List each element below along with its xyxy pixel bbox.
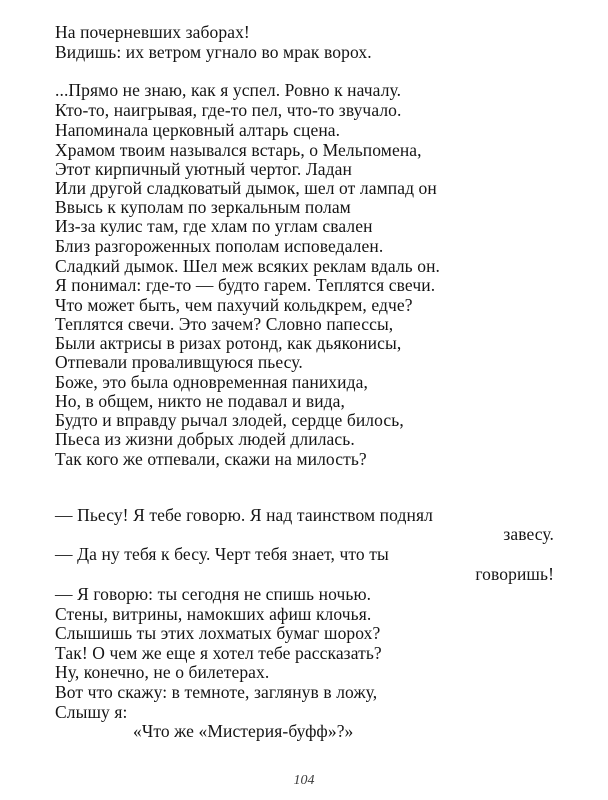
poem-line: Храмом твоим назывался встарь, о Мельпомена, — [55, 140, 422, 160]
poem-line: Сладкий дымок. Шел меж всяких реклам вдаль он. — [55, 256, 441, 276]
poem-line: ...Прямо не знаю, как я успел. Ровно к началу. — [55, 80, 402, 100]
dialogue-line-continuation: завесу. — [503, 524, 554, 544]
page-number: 104 — [293, 773, 315, 788]
poem-line: Близ разгороженных пополам исповедален. — [55, 236, 384, 256]
poem-line: Слышишь ты этих лохматых бумаг шорох? — [55, 623, 381, 643]
poem-line: Напоминала церковный алтарь сцена. — [55, 120, 341, 140]
poem-line: Или другой сладковатый дымок, шел от лампад он — [55, 178, 437, 198]
poem-line: Стены, витрины, намокших афиш клочья. — [55, 604, 372, 624]
poem-line: На почерневших заборах! — [55, 22, 250, 42]
poem-line: Но, в общем, никто не подавал и вида, — [55, 391, 346, 411]
poem-line: Из-за кулис там, где хлам по углам свален — [55, 216, 373, 236]
poem-line: — Я говорю: ты сегодня не спишь ночью. — [55, 584, 372, 604]
dialogue-line: — Да ну тебя к бесу. Черт тебя знает, что ты — [55, 544, 389, 564]
poem-line: Так! О чем же еще я хотел тебе рассказать? — [55, 643, 382, 663]
poem-line: Отпевали проваливщуюся пьесу. — [55, 352, 303, 372]
poem-line: Ну, конечно, не о билетерах. — [55, 662, 270, 682]
poem-line: Вот что скажу: в темноте, заглянув в ложу, — [55, 682, 378, 702]
poem-line: Ввысь к куполам по зеркальным полам — [55, 197, 351, 217]
poem-line: Кто-то, наигрывая, где-то пел, что-то звучало. — [55, 100, 402, 120]
poem-line: Этот кирпичный уютный чертог. Ладан — [55, 159, 353, 179]
poem-line: Видишь: их ветром угнало во мрак ворох. — [55, 42, 372, 62]
poem-line: Боже, это была одновременная панихида, — [55, 372, 368, 392]
dialogue-line: — Пьесу! Я тебе говорю. Я над таинством поднял — [55, 505, 433, 525]
poem-line: Теплятся свечи. Это зачем? Словно папессы, — [55, 314, 394, 334]
poem-line: Что может быть, чем пахучий кольдкрем, едче? — [55, 295, 413, 315]
poem-line: Слышу я: — [55, 702, 128, 722]
poem-line: Так кого же отпевали, скажи на милость? — [55, 449, 367, 469]
poem-line: Пьеса из жизни добрых людей длилась. — [55, 429, 355, 449]
poem-line: Я понимал: где-то — будто гарем. Теплятся свечи. — [55, 275, 436, 295]
quoted-line: «Что же «Мистерия-буфф»?» — [133, 721, 354, 741]
dialogue-line-continuation: говоришь! — [475, 564, 554, 584]
poem-line: Были актрисы в ризах ротонд, как дьяконисы, — [55, 333, 402, 353]
poem-line: Будто и вправду рычал злодей, сердце билось, — [55, 410, 404, 430]
